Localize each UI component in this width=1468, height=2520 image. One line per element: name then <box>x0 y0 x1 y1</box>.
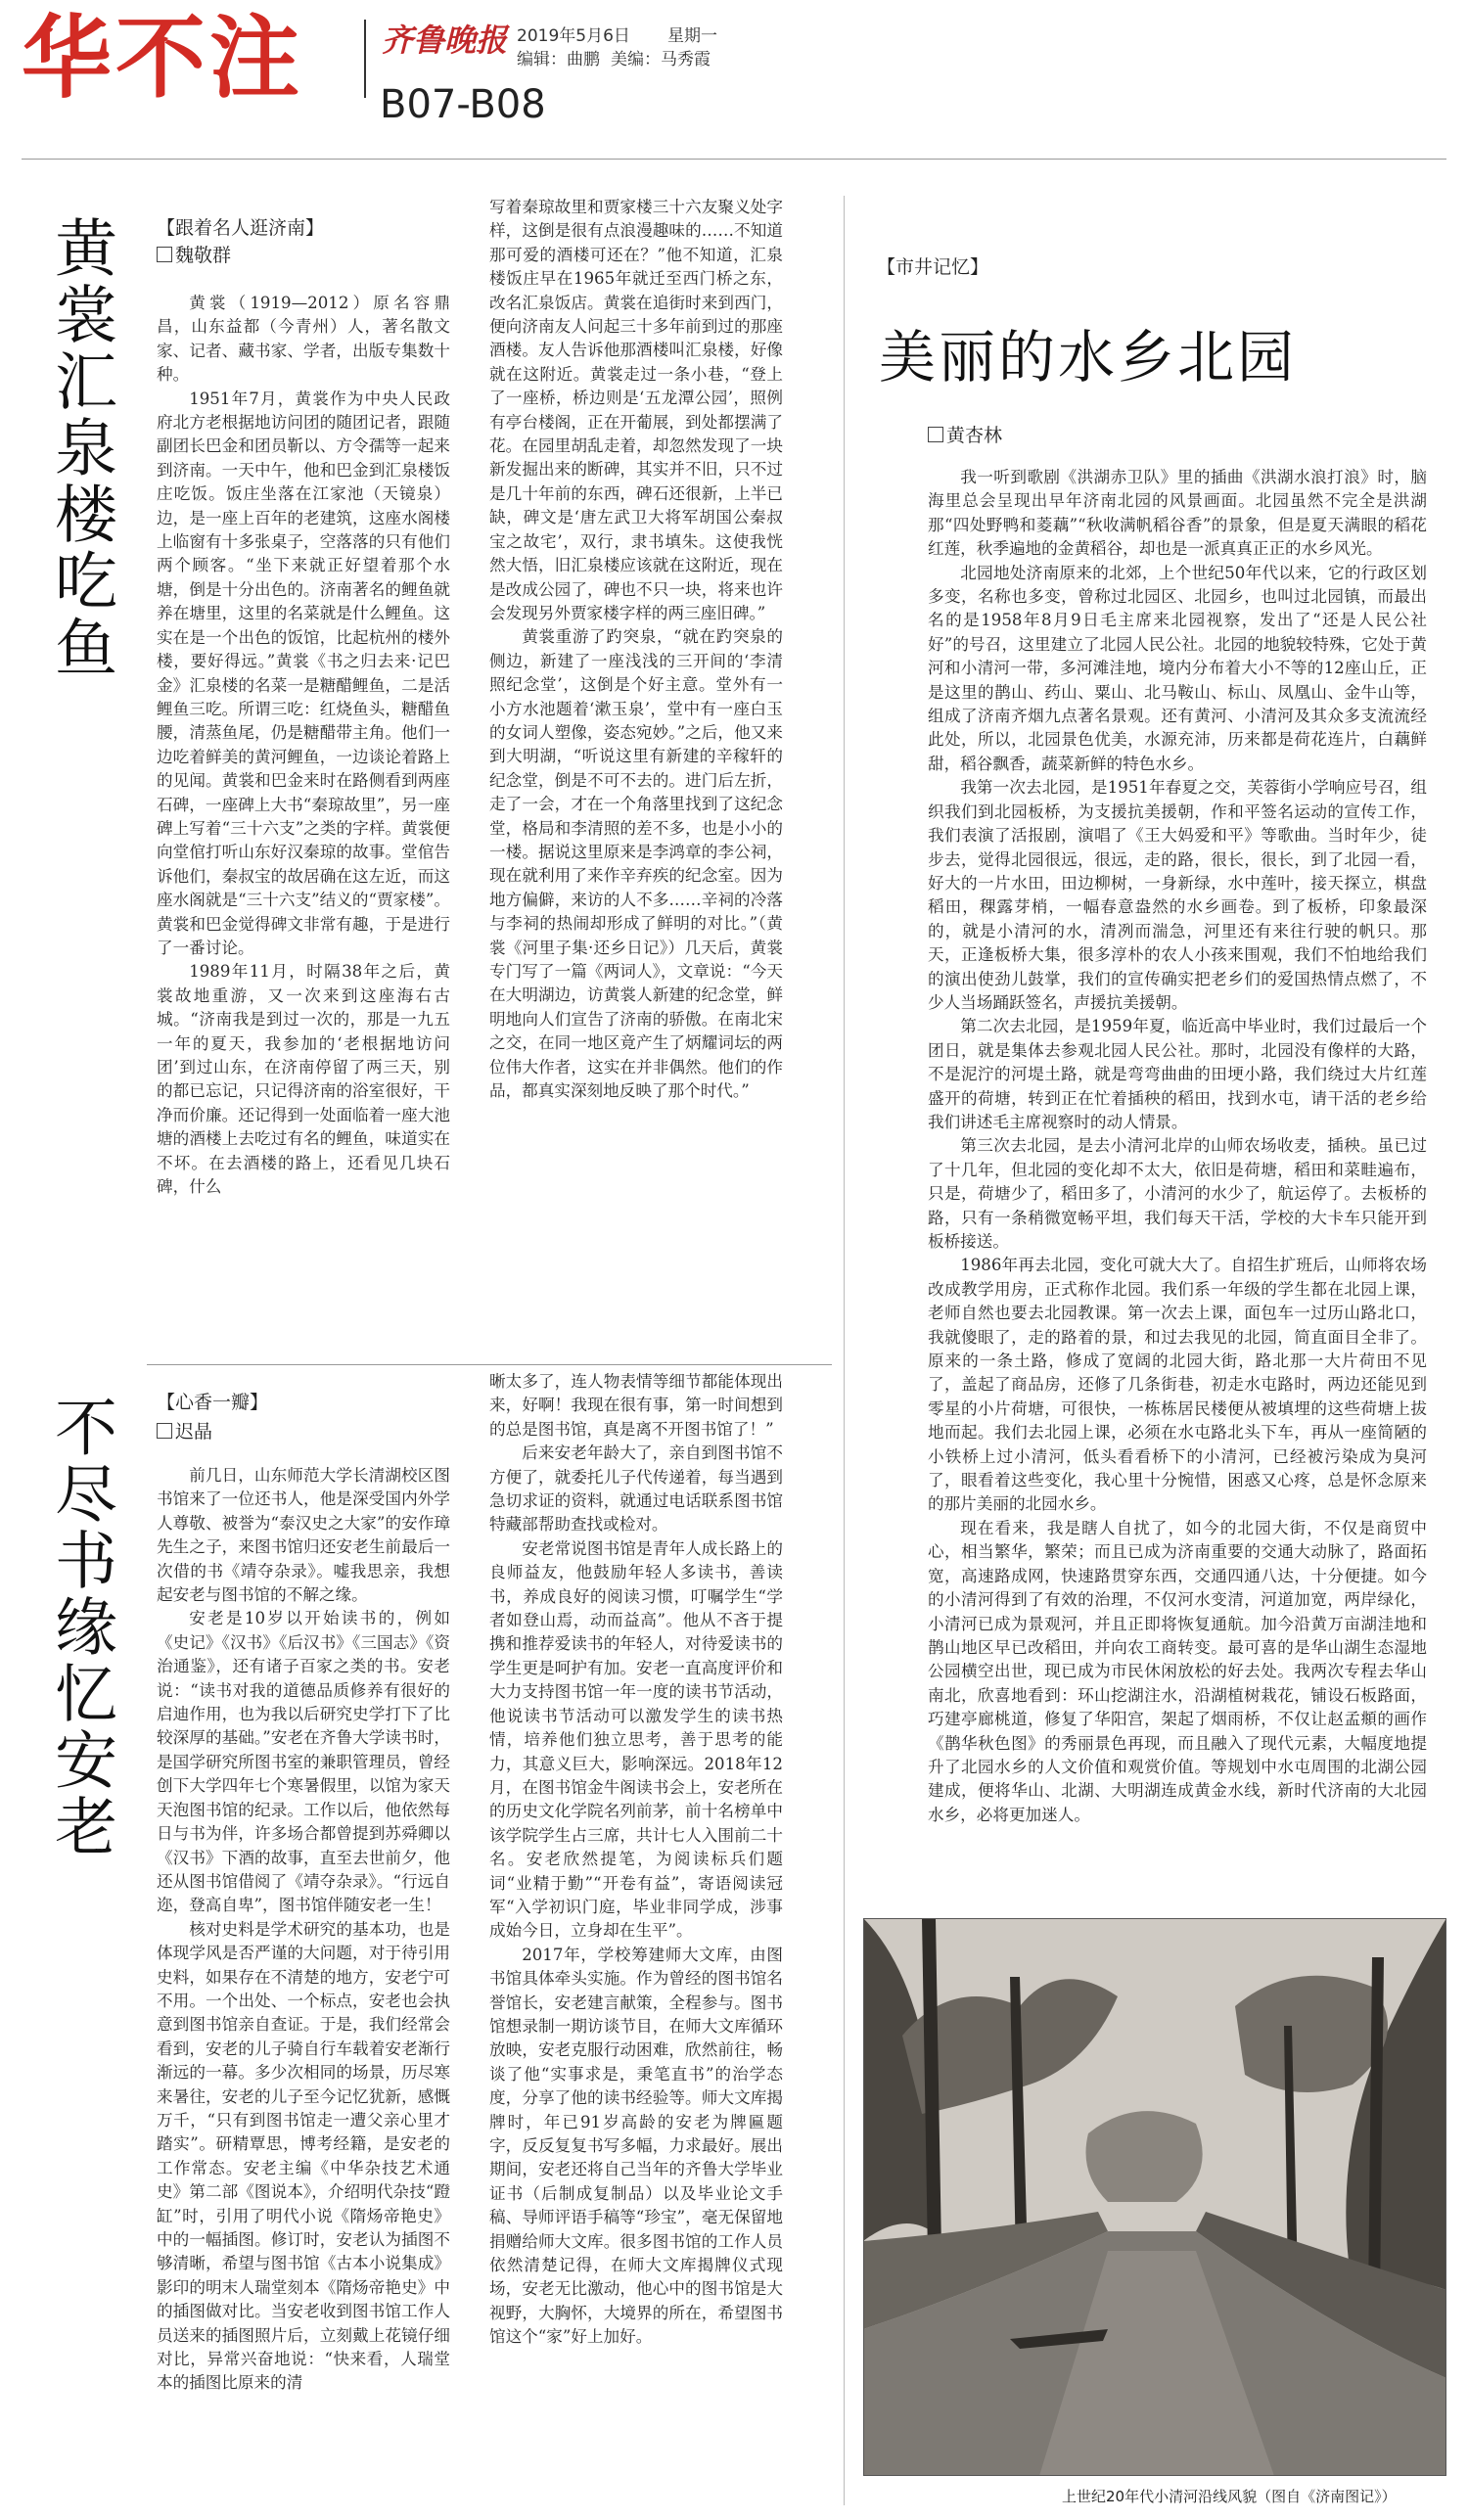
paragraph: 2017年，学校筹建师大文库，由图书馆具体牵头实施。作为曾经的图书馆名誉馆长，安老建言献策，全程参与。图书馆想录制一期访谈节目，在师大文库循环放映，安老克服行动困难，欣然前往，畅谈了他“实事求是，秉笔直书”的治学态度，分享了他的读书经验等。师大文库揭牌时，年已91岁高龄的安老为牌匾题字，反反复复书写多幅，力求最好。展出期间，安老还将自己当年的齐鲁大学毕业证书（后制成复制品）以及毕业论文手稿、导师评语手稿等“珍宝”，毫无保留地捐赠给师大文库。很多图书馆的工作人员依然清楚记得，在师大文库揭牌仪式现场，安老无比激动，他心中的图书馆是大视野，大胸怀，大境界的所在，希望图书馆这个“家”好上加好。 <box>489 1945 783 2347</box>
paragraph: 安老是10岁以开始读书的，例如《史记》《汉书》《后汉书》《三国志》《资治通鉴》，还有诸子百家之类的书。安老说：“读书对我的道德品质修养有很好的启迪作用，也为我以后研究史学打下了比较深厚的基础。”安老在齐鲁大学读书时，是国学研究所图书室的兼职管理员，曾经创下大学四年七个寒暑假里，以馆为家天天泡图书馆的纪录。工作以后，他依然每日与书为伴，许多场合都曾提到苏舜卿以《汉书》下酒的故事，直至去世前夕，他还从图书馆借阅了《靖夺杂录》。“行远自迩，登高自卑”，图书馆伴随安老一生！ <box>157 1609 450 1915</box>
article2-tag: 【心香一瓣】 <box>157 1392 269 1413</box>
article1-author: 魏敬群 <box>175 245 232 266</box>
article3-byline <box>928 421 1002 447</box>
paragraph: 我第一次去北园，是1951年春夏之交，芙蓉街小学响应号召，组织我们到北园板桥，为支援抗美援朝，作和平签名运动的宣传工作，我们表演了活报剧，演唱了《王大妈爱和平》等歌曲。当时年少，徒步去，觉得北园很远，很远，走的路，很长，很长，到了北园一看，好大的一片水田，田边柳树，一身新绿，水中莲叶，接天探立，棋盘稻田，稞露芽梢，一幅春意盎然的水乡画卷。到了板桥，印象最深的，就是小清河的水，清冽而湍急，河里还有来往行驶的帆只。那天，正逢板桥大集，很多淳朴的农人小孩来围观，我们不怕地给我们的演出使劲儿鼓掌，我们的宣传确实把老乡们的爱国热情点燃了，不少人当场踊跃签名，声援抗美援朝。 <box>928 778 1427 1012</box>
issue-weekday: 星期一 <box>667 26 717 46</box>
column-divider <box>844 196 845 2505</box>
paragraph: 写着秦琼故里和贾家楼三十六友聚义处字样，这倒是很有点浪漫趣味的……不知道那可爱的酒楼可还在？”他不知道，汇泉楼饭庄早在1965年就迁至西门桥之东，改名汇泉饭店。黄裳在追街时来到西门，便向济南友人问起三十多年前到过的那座酒楼。友人告诉他那酒楼叫汇泉楼，好像就在这附近。黄裳走过一条小巷，“登上了一座桥，桥边则是‘五龙潭公园’，照例有亭台楼阁，正在开葡展，到处都摆满了花。在园里胡乱走着，却忽然发现了一块新发掘出来的断碑，其实并不旧，只不过是几十年前的东西，碑石还很新，上半已缺，碑文是‘唐左武卫大将军胡国公秦叔宝之故宅’，双行，隶书填朱。这使我恍然大悟，旧汇泉楼应该就在这附近，现在是改成公园了，碑也不只一块，将来也许会发现另外贾家楼字样的两三座旧碑。” <box>489 198 783 622</box>
historic-photo <box>863 1918 1446 2476</box>
paragraph: 核对史料是学术研究的基本功，也是体现学风是否严谨的大问题，对于待引用史料，如果存在不清楚的地方，安老宁可不用。一个出处、一个标点，安老也会执意到图书馆亲自查证。于是，我们经常会看到，安老的儿子骑自行车载着安老渐行渐远的一幕。多少次相同的场景，历尽寒来暑往，安老的儿子至今记忆犹新，感慨万千，“只有到图书馆走一遭父亲心里才踏实”。研精覃思，博考经籍，是安老的工作常态。安老主编《中华杂技艺术通史》第二部《图说本》，介绍明代杂技“蹬缸”时，引用了明代小说《隋炀帝艳史》中的一幅插图。修订时，安老认为插图不够清晰，希望与图书馆《古本小说集成》影印的明末人瑞堂刻本《隋炀帝艳史》中的插图做对比。当安老收到图书馆工作人员送来的插图照片后，立刻戴上花镜仔细对比，异常兴奋地说：“快来看，人瑞堂本的插图比原来的清 <box>157 1919 450 2393</box>
paper-name: 齐鲁晚报 <box>382 22 508 59</box>
paragraph: 后来安老年龄大了，亲自到图书馆不方便了，就委托儿子代传递着，每当遇到急切求证的资料，就通过电话联系图书馆特藏部帮助查找或检对。 <box>489 1443 783 1535</box>
paragraph: 1986年再去北园，变化可就大大了。自招生扩班后，山师将农场改成教学用房，正式称作北园。我们系一年级的学生都在北园上课，老师自然也要去北园教课。第一次去上课，面包车一过历山路北口，我就傻眼了，走的路着的景，和过去我见的北园，简直面目全非了。原来的一条土路，修成了宽阔的北园大街，路北那一大片荷田不见了，盖起了商品房，还修了几条街巷，初走水屯路时，两边还能见到零星的小片荷塘，可很快，一栋栋居民楼便从被填埋的这些荷塘上拔地而起。我们去北园上课，必须在水屯路北头下车，再从一座简陋的小铁桥上过小清河，低头看看桥下的小清河，已经被污染成为臭河了，眼看着这些变化，我心里十分惋惜，困惑又心疼，总是怀念原来的那片美丽的北园水乡。 <box>928 1256 1427 1514</box>
paragraph: 安老常说图书馆是青年人成长路上的良师益友，他鼓励年轻人多读书，善读书，养成良好的阅读习惯，叮嘱学生“学者如登山焉，动而益高”。他从不吝于提携和推荐爱读书的年轻人，对待爱读书的学生更是呵护有加。安老一直高度评价和大力支持图书馆一年一度的读书节活动，他说读书节活动可以激发学生的读书热情，培养他们独立思考，善于思考的能力，其意义巨大，影响深远。2018年12月，在图书馆金牛阁读书会上，安老所在的历史文化学院名列前茅，前十名榜单中该学院学生占三席，共计七人入围前二十名。安老欣然提笔，为阅读标兵们题词“业精于勤”“开卷有益”，寄语阅读冠军“入学初识门庭，毕业非同学成，涉事成始今日，立身却在生平”。 <box>489 1538 783 1941</box>
article1-column-1 <box>157 292 450 1278</box>
article1-byline <box>157 241 231 267</box>
page-numbers: B07-B08 <box>380 82 546 127</box>
article3-author: 黄杏林 <box>946 425 1003 446</box>
designer-credit: 美编：马秀霞 <box>611 50 711 69</box>
river-scene-image <box>863 1918 1446 2476</box>
article2-title: 不尽书缘忆安老 <box>44 1395 116 1860</box>
masthead: 华不注 <box>22 6 304 111</box>
paragraph: 第二次去北园，是1959年夏，临近高中毕业时，我们过最后一个团日，就是集体去参观北园人民公社。那时，北园没有像样的大路，不是泥泞的河堤土路，就是弯弯曲曲的田埂小路，我们绕过大片红莲盛开的荷塘，转到正在忙着插秧的稻田，找到水屯，请干活的老乡给我们讲述毛主席视察时的动人情景。 <box>928 1017 1427 1131</box>
byline-box-icon <box>928 427 943 442</box>
paragraph: 现在看来，我是瞎人自扰了，如今的北园大街，不仅是商贸中心，相当繁华，繁荣；而且已成为济南重要的交通大动脉了，路面拓宽，高速路成网，快速路贯穿东西，交通四通八达，十分便捷。如今的小清河得到了有效的治理，不仅河水变清，河道加宽，两岸绿化，小清河已成为景观河，并且正即将恢复通航。加今沿黄万亩湖洼地和鹊山地区早已改稻田，并向农工商转变。最可喜的是华山湖生态湿地公园横空出世，现已成为市民休闲放松的好去处。我两次专程去华山南北，欣喜地看到：环山挖湖注水，沿湖植树栽花，铺设石板路面，巧建亭廊桃道，修复了华阳宫，架起了烟雨桥，不仅让赵孟頫的画作《鹊华秋色图》的秀丽景色再现，而且融入了现代元素，大幅度地提升了北园水乡的人文价值和观赏价值。等规划中水屯周围的北湖公园建成，便将华山、北湖、大明湖连成黄金水线，新时代济南的大北园水乡，必将更加迷人。 <box>928 1518 1427 1824</box>
byline-box-icon <box>157 247 172 262</box>
article2-column-1 <box>157 1464 450 2516</box>
paragraph: 我一听到歌剧《洪湖赤卫队》里的插曲《洪湖水浪打浪》时，脑海里总会呈现出早年济南北园的风景画面。北园虽然不完全是洪湖那“四处野鸭和菱藕”“秋收满帆稻谷香”的景象，但是夏天满眼的稻花红莲，秋季遍地的金黄稻谷，却也是一派真真正正的水乡风光。 <box>928 468 1427 559</box>
article3-tag: 【市井记忆】 <box>877 256 989 278</box>
paragraph: 北园地处济南原来的北郊，上个世纪50年代以来，它的行政区划多变，名称也多变，曾称过北园区、北园乡，也叫过北园镇，而最出名的是1958年8月9日毛主席来北园视察，发出了“还是人民公社好”的号召，这里建立了北园人民公社。北园的地貌较特殊，它处于黄河和小清河一带，多河滩洼地，境内分布着大小不等的12座山丘，正是这里的鹊山、药山、粟山、北马鞍山、标山、凤凰山、金牛山等，组成了济南齐烟九点著名景观。还有黄河、小清河及其众多支流流经此处，所以，北园景色优美，水源充沛，历来都是荷花连片，白藕鲜甜，稻谷飘香，蔬菜新鲜的特色水乡。 <box>928 563 1427 773</box>
editor-credit: 编辑：曲鹏 <box>517 50 600 69</box>
article1-tag: 【跟着名人逛济南】 <box>157 217 325 239</box>
paragraph: 前几日，山东师范大学长清湖校区图书馆来了一位还书人，他是深受国内外学人尊敬、被誉为“泰汉史之大家”的安作璋先生之子，来图书馆归还安老生前最后一次借的书《靖夺杂录》。嘘我思亲，我想起安老与图书馆的不解之缘。 <box>157 1466 450 1605</box>
paragraph: 1989年11月，时隔38年之后，黄裳故地重游，又一次来到这座海右古城。“济南我是到过一次的，那是一九五一年的夏天，我参加的‘老根据地访问团’到过山东，在济南停留了两三天，别的都已忘记，只记得济南的浴室很好，干净而价廉。还记得到一处面临着一座大池塘的酒楼上去吃过有名的鲤鱼，味道实在不坏。在去酒楼的路上，还看见几块石碑，什么 <box>157 962 450 1197</box>
byline-box-icon <box>157 1423 172 1439</box>
header-rule <box>22 159 1446 160</box>
issue-date: 2019年5月6日 <box>517 26 630 46</box>
article2-column-2 <box>489 1370 783 2515</box>
article2-byline <box>157 1417 212 1443</box>
article3-body <box>928 466 1427 1904</box>
article3-title: 美丽的水乡北园 <box>879 324 1298 390</box>
paragraph: 晰太多了，连人物表情等细节都能体现出来，好啊！我现在很有事，第一时间想到的总是图书馆，真是离不开图书馆了！” <box>489 1372 783 1439</box>
article2-author: 迟晶 <box>175 1421 213 1443</box>
paragraph: 黄裳（1919—2012）原名容鼎昌，山东益都（今青州）人，著名散文家、记者、藏书家、学者，出版专集数十种。 <box>157 294 450 385</box>
section-divider <box>147 1364 832 1365</box>
article1-title: 黄裳汇泉楼吃鱼 <box>44 215 116 681</box>
paragraph: 第三次去北园，是去小清河北岸的山师农场收麦，插秧。虽已过了十几年，但北园的变化却不太大，依旧是荷塘，稻田和菜畦遍布，只是，荷塘少了，稻田多了，小清河的水少了，航运停了。去板桥的路，只有一条稍微宽畅平坦，我们每天干活，学校的大卡车只能开到板桥接送。 <box>928 1136 1427 1251</box>
header-divider <box>364 20 366 98</box>
article1-column-2 <box>489 196 783 1274</box>
paragraph: 黄裳重游了趵突泉，“就在趵突泉的侧边，新建了一座浅浅的三开间的‘李清照纪念堂’，这倒是个好主意。堂外有一小方水池题着‘漱玉泉’，堂中有一座白玉的女词人塑像，姿态宛妙。”之后，他又来到大明湖，“听说这里有新建的辛稼轩的纪念堂，倒是不可不去的。进门后左折，走了一会，才在一个角落里找到了这纪念堂，格局和李清照的差不多，也是小小的一楼。据说这里原来是李鸿章的李公祠，现在就利用了来作辛弃疾的纪念室。因为地方偏僻，来访的人不多……辛祠的冷落与李祠的热闹却形成了鲜明的对比。”（黄裳《河里子集·还乡日记》）几天后，黄裳专门写了一篇《两词人》，文章说：“今天在大明湖边，访黄裳人新建的纪念堂，鲜明地向人们宣告了济南的骄傲。在南北宋之交，在同一地区竟产生了炳耀词坛的两位伟大作者，这实在并非偶然。他们的作品，都真实深刻地反映了那个时代。” <box>489 627 783 1101</box>
photo-caption: 上世纪20年代小清河沿线风貌（图自《济南图记》） <box>1062 2488 1397 2505</box>
paragraph: 1951年7月，黄裳作为中央人民政府北方老根据地访问团的随团记者，跟随副团长巴金和团员靳以、方令孺等一起来到济南。一天中午，他和巴金到汇泉楼饭庄吃饭。饭庄坐落在江家池（天镜泉）边，是一座上百年的老建筑，这座水阁楼上临窗有十多张桌子，空落落的只有他们两个顾客。“坐下来就正好望着那个水塘，倒是十分出色的。济南著名的鲤鱼就养在塘里，这里的名菜就是什么鲤鱼。这实在是一个出色的饭馆，比起杭州的楼外楼，要好得远。”黄裳《书之归去来·记巴金》汇泉楼的名菜一是糖醋鲤鱼，二是活鲤鱼三吃。所谓三吃：红烧鱼头，糖醋鱼腰，清蒸鱼尾，仍是糖醋带主角。他们一边吃着鲜美的黄河鲤鱼，一边谈论着路上的见闻。黄裳和巴金来时在路侧看到两座石碑，一座碑上大书“秦琼故里”，另一座碑上写着“三十六支”之类的字样。黄裳便向堂倌打听山东好汉秦琼的故事。堂倌告诉他们，秦叔宝的故居确在这左近，而这座水阁就是“三十六支”结义的“贾家楼”。黄裳和巴金觉得碑文非常有趣，于是进行了一番讨论。 <box>157 389 450 957</box>
